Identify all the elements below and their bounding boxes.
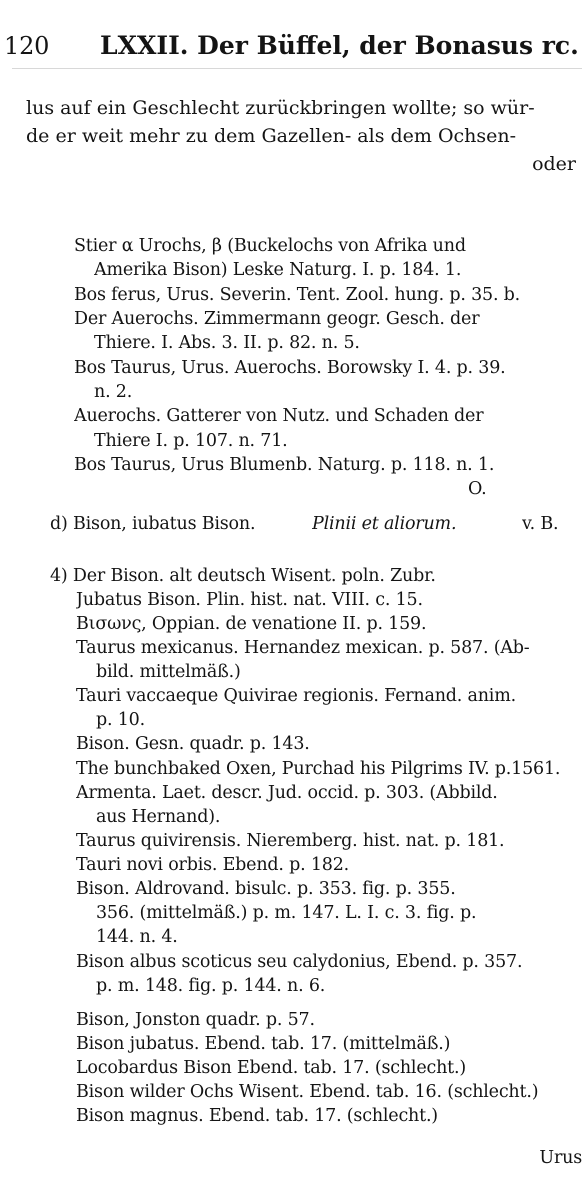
citation-line: Bison wilder Ochs Wisent. Ebend. tab. 16. (schlecht.): [76, 1082, 539, 1102]
citation-line: Bos ferus, Urus. Severin. Tent. Zool. hung. p. 35. b.: [74, 285, 521, 305]
intro-line: de er weit mehr zu dem Gazellen- als dem Ochsen-: [26, 125, 517, 147]
section-4-heading: 4) Der Bison. alt deutsch Wisent. poln. Zubr.: [50, 566, 436, 586]
page-number: 120: [4, 32, 50, 60]
citation-line: Thiere. I. Abs. 3. II. p. 82. n. 5.: [94, 333, 360, 353]
catchword: Urus: [539, 1148, 582, 1168]
citation-line: n. 2.: [94, 382, 133, 402]
citation-line: Βισωνς, Oppian. de venatione II. p. 159.: [76, 614, 427, 634]
citation-line: bild. mittelmäß.): [96, 662, 241, 682]
citation-line: 144. n. 4.: [96, 927, 178, 947]
citation-line: Bos Taurus, Urus Blumenb. Naturg. p. 118. n. 1.: [74, 455, 495, 475]
citation-line: Bison magnus. Ebend. tab. 17. (schlecht.): [76, 1106, 438, 1126]
citation-line: Taurus quivirensis. Nieremberg. hist. nat. p. 181.: [76, 831, 505, 851]
intro-line: lus auf ein Geschlecht zurückbringen wollte; so wür-: [26, 97, 535, 119]
citation-line: Stier α Urochs, β (Buckelochs von Afrika und: [74, 236, 466, 256]
citation-line: p. 10.: [96, 710, 145, 730]
running-head: LXXII. Der Büffel, der Bonasus rc.: [100, 31, 579, 60]
header-divider: [12, 68, 582, 69]
citation-line: Armenta. Laet. descr. Jud. occid. p. 303. (Abbild.: [76, 783, 498, 803]
citation-line: Bison, Jonston quadr. p. 57.: [76, 1010, 315, 1030]
citation-line: Bison. Gesn. quadr. p. 143.: [76, 734, 310, 754]
citation-line: p. m. 148. fig. p. 144. n. 6.: [96, 976, 326, 996]
citation-line: Bison albus scoticus seu calydonius, Ebend. p. 357.: [76, 952, 523, 972]
citation-line: O.: [468, 479, 487, 499]
section-d-mark: v. B.: [522, 514, 559, 534]
citation-line: Bos Taurus, Urus. Auerochs. Borowsky I. 4. p. 39.: [74, 358, 506, 378]
citation-line: Auerochs. Gatterer von Nutz. und Schaden der: [74, 406, 484, 426]
citation-line: Der Auerochs. Zimmermann geogr. Gesch. der: [74, 309, 480, 329]
citation-line: Amerika Bison) Leske Naturg. I. p. 184. 1.: [94, 260, 462, 280]
citation-line: Bison. Aldrovand. bisulc. p. 353. fig. p. 355.: [76, 879, 456, 899]
citation-line: Locobardus Bison Ebend. tab. 17. (schlecht.): [76, 1058, 466, 1078]
citation-line: The bunchbaked Oxen, Purchad his Pilgrims IV. p.1561.: [76, 759, 561, 779]
citation-line: Taurus mexicanus. Hernandez mexican. p. 587. (Ab-: [76, 638, 530, 658]
citation-line: aus Hernand).: [96, 807, 221, 827]
citation-line: Thiere I. p. 107. n. 71.: [94, 431, 288, 451]
section-d-reference: Plinii et aliorum.: [312, 514, 457, 534]
citation-line: Tauri novi orbis. Ebend. p. 182.: [76, 855, 350, 875]
section-d-label: d) Bison, iubatus Bison.: [50, 514, 256, 534]
citation-line: Tauri vaccaeque Quivirae regionis. Fernand. anim.: [76, 686, 516, 706]
citation-line: Jubatus Bison. Plin. hist. nat. VIII. c. 15.: [76, 590, 423, 610]
citation-line: 356. (mittelmäß.) p. m. 147. L. I. c. 3. fig. p.: [96, 903, 477, 923]
intro-catch: oder: [532, 153, 576, 175]
citation-line: Bison jubatus. Ebend. tab. 17. (mittelmäß.): [76, 1034, 451, 1054]
